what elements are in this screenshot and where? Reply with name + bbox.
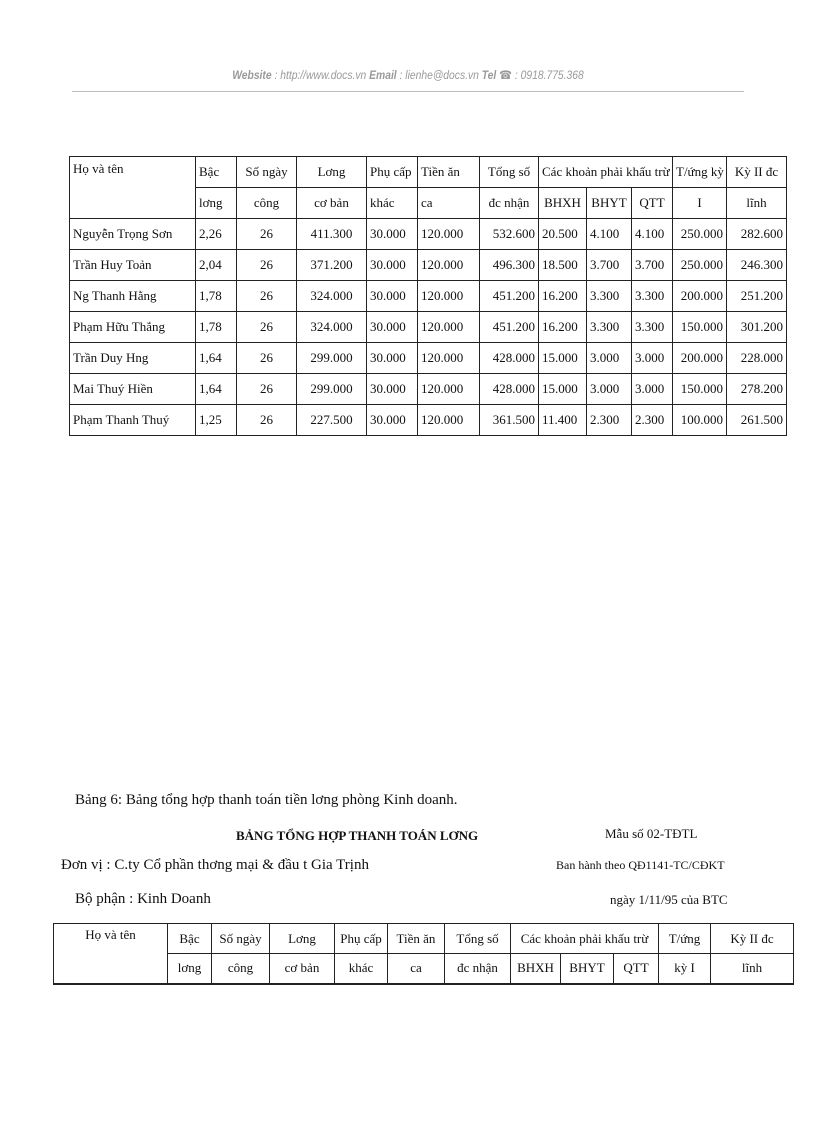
cell-bhyt: 2.300 (587, 405, 632, 436)
company-unit: Đơn vị : C.ty Cổ phần thơng mại & đầu t Gia Trịnh (61, 857, 369, 873)
cell-bhxh: 16.200 (539, 312, 587, 343)
cell-name: Phạm Thanh Thuý (70, 405, 196, 436)
cell-total: 496.300 (480, 250, 539, 281)
cell-advance: 150.000 (673, 312, 727, 343)
cell-meal: 120.000 (418, 374, 480, 405)
header-qtt: QTT (632, 188, 673, 219)
t2-header-meal-2: ca (388, 954, 445, 984)
cell-qtt: 3.300 (632, 312, 673, 343)
t2-header-bhyt: BHYT (561, 954, 614, 984)
t2-header-days: Số ngày (212, 924, 270, 954)
cell-advance: 200.000 (673, 281, 727, 312)
cell-bhxh: 11.400 (539, 405, 587, 436)
cell-ky2: 282.600 (727, 219, 787, 250)
header-meal-2: ca (418, 188, 480, 219)
t2-header-grade: Bậc (168, 924, 212, 954)
cell-days: 26 (237, 374, 297, 405)
t2-header-basic: Lơng (270, 924, 335, 954)
t2-header-meal: Tiền ăn (388, 924, 445, 954)
cell-meal: 120.000 (418, 219, 480, 250)
cell-qtt: 2.300 (632, 405, 673, 436)
cell-advance: 200.000 (673, 343, 727, 374)
cell-total: 361.500 (480, 405, 539, 436)
document-title: BẢNG TỔNG HỢP THANH TOÁN LƠNG (236, 828, 479, 843)
header-days: Số ngày (237, 157, 297, 188)
t2-header-deductions: Các khoản phải khấu trừ (511, 924, 659, 954)
cell-allow: 30.000 (367, 312, 418, 343)
phone-icon: ☎ (499, 68, 513, 82)
header-grade: Bậc (196, 157, 237, 188)
header-grade-2: lơng (196, 188, 237, 219)
cell-bhyt: 3.000 (587, 374, 632, 405)
cell-advance: 150.000 (673, 374, 727, 405)
header-advance: T/ứng kỳ (673, 157, 727, 188)
cell-name: Mai Thuý Hiền (70, 374, 196, 405)
cell-meal: 120.000 (418, 250, 480, 281)
table-row (70, 343, 787, 374)
cell-grade: 1,64 (196, 343, 237, 374)
cell-grade: 2,04 (196, 250, 237, 281)
cell-allow: 30.000 (367, 281, 418, 312)
t2-header-total-2: đc nhận (445, 954, 511, 984)
cell-meal: 120.000 (418, 405, 480, 436)
cell-qtt: 3.300 (632, 281, 673, 312)
header-name: Họ và tên (70, 157, 196, 219)
tel-value: : 0918.775.368 (514, 68, 584, 82)
cell-name: Trần Huy Toản (70, 250, 196, 281)
cell-ky2: 301.200 (727, 312, 787, 343)
header-days-2: công (237, 188, 297, 219)
header-advance-2: I (673, 188, 727, 219)
cell-basic: 324.000 (297, 312, 367, 343)
cell-total: 428.000 (480, 374, 539, 405)
cell-basic: 299.000 (297, 343, 367, 374)
table-row (70, 312, 787, 343)
issue-date: ngày 1/11/95 của BTC (610, 892, 728, 907)
email-value[interactable]: : lienhe@docs.vn (399, 68, 479, 82)
department: Bộ phận : Kinh Doanh (75, 891, 211, 907)
header-ky2: Kỳ II đc (727, 157, 787, 188)
tel-label: Tel (481, 68, 497, 82)
cell-meal: 120.000 (418, 312, 480, 343)
table-row (70, 219, 787, 250)
cell-ky2: 251.200 (727, 281, 787, 312)
cell-days: 26 (237, 219, 297, 250)
header-ky2-2: lĩnh (727, 188, 787, 219)
cell-bhyt: 3.300 (587, 312, 632, 343)
t2-header-allow: Phụ cấp (335, 924, 388, 954)
table-caption: Bảng 6: Bảng tổng hợp thanh toán tiền lơng phòng Kinh doanh. (75, 792, 458, 808)
cell-days: 26 (237, 343, 297, 374)
t2-header-ky2-2: lĩnh (711, 954, 794, 984)
cell-allow: 30.000 (367, 374, 418, 405)
header-total: Tổng số (480, 157, 539, 188)
cell-grade: 1,78 (196, 281, 237, 312)
cell-basic: 299.000 (297, 374, 367, 405)
header-divider (72, 91, 744, 92)
table-row (70, 281, 787, 312)
t2-header-name: Họ và tên (54, 924, 168, 984)
cell-advance: 250.000 (673, 250, 727, 281)
cell-basic: 371.200 (297, 250, 367, 281)
cell-bhxh: 18.500 (539, 250, 587, 281)
cell-days: 26 (237, 405, 297, 436)
cell-name: Nguyễn Trọng Sơn (70, 219, 196, 250)
cell-bhyt: 3.700 (587, 250, 632, 281)
t2-header-basic-2: cơ bản (270, 954, 335, 984)
cell-ky2: 246.300 (727, 250, 787, 281)
t2-header-ky2: Kỳ II đc (711, 924, 794, 954)
header-bhxh: BHXH (539, 188, 587, 219)
table-row (70, 374, 787, 405)
header-total-2: đc nhận (480, 188, 539, 219)
cell-ky2: 228.000 (727, 343, 787, 374)
header-allow-2: khác (367, 188, 418, 219)
cell-qtt: 3.700 (632, 250, 673, 281)
t2-header-qtt: QTT (614, 954, 659, 984)
cell-meal: 120.000 (418, 343, 480, 374)
cell-bhxh: 20.500 (539, 219, 587, 250)
cell-bhyt: 3.300 (587, 281, 632, 312)
t2-header-advance: T/ứng (659, 924, 711, 954)
cell-grade: 1,64 (196, 374, 237, 405)
cell-advance: 100.000 (673, 405, 727, 436)
cell-name: Ng Thanh Hằng (70, 281, 196, 312)
issued-by: Ban hành theo QĐ1141-TC/CĐKT (556, 858, 725, 872)
cell-qtt: 3.000 (632, 374, 673, 405)
cell-bhxh: 15.000 (539, 343, 587, 374)
form-number: Mẫu số 02-TĐTL (605, 826, 698, 841)
header-basic-2: cơ bản (297, 188, 367, 219)
website-value[interactable]: : http://www.docs.vn (274, 68, 367, 82)
cell-days: 26 (237, 250, 297, 281)
header-deductions: Các khoản phải khấu trừ (539, 157, 673, 188)
header-allow: Phụ cấp (367, 157, 418, 188)
t2-header-grade-2: lơng (168, 954, 212, 984)
header-bhyt: BHYT (587, 188, 632, 219)
table-row (70, 405, 787, 436)
cell-bhxh: 16.200 (539, 281, 587, 312)
cell-name: Trần Duy Hng (70, 343, 196, 374)
cell-grade: 2,26 (196, 219, 237, 250)
cell-allow: 30.000 (367, 405, 418, 436)
header-meal: Tiền ăn (418, 157, 480, 188)
t2-header-total: Tổng số (445, 924, 511, 954)
cell-basic: 227.500 (297, 405, 367, 436)
cell-grade: 1,78 (196, 312, 237, 343)
cell-allow: 30.000 (367, 250, 418, 281)
t2-header-days-2: công (212, 954, 270, 984)
table-row (70, 250, 787, 281)
t2-header-advance-2: kỳ I (659, 954, 711, 984)
cell-bhxh: 15.000 (539, 374, 587, 405)
cell-grade: 1,25 (196, 405, 237, 436)
cell-advance: 250.000 (673, 219, 727, 250)
cell-days: 26 (237, 281, 297, 312)
t2-header-bhxh: BHXH (511, 954, 561, 984)
website-header (57, 68, 759, 82)
table2-header-row (54, 924, 794, 954)
table-header-row (70, 157, 787, 188)
cell-meal: 120.000 (418, 281, 480, 312)
cell-qtt: 4.100 (632, 219, 673, 250)
cell-bhyt: 4.100 (587, 219, 632, 250)
cell-total: 428.000 (480, 343, 539, 374)
cell-ky2: 278.200 (727, 374, 787, 405)
salary-table (69, 156, 787, 436)
cell-total: 451.200 (480, 281, 539, 312)
t2-header-allow-2: khác (335, 954, 388, 984)
cell-days: 26 (237, 312, 297, 343)
cell-basic: 411.300 (297, 219, 367, 250)
website-label: Website (232, 68, 272, 82)
cell-allow: 30.000 (367, 343, 418, 374)
cell-total: 451.200 (480, 312, 539, 343)
summary-table-header (53, 923, 794, 985)
cell-name: Phạm Hữu Thắng (70, 312, 196, 343)
cell-basic: 324.000 (297, 281, 367, 312)
email-label: Email (369, 68, 397, 82)
header-basic: Lơng (297, 157, 367, 188)
cell-allow: 30.000 (367, 219, 418, 250)
cell-qtt: 3.000 (632, 343, 673, 374)
cell-bhyt: 3.000 (587, 343, 632, 374)
cell-ky2: 261.500 (727, 405, 787, 436)
cell-total: 532.600 (480, 219, 539, 250)
